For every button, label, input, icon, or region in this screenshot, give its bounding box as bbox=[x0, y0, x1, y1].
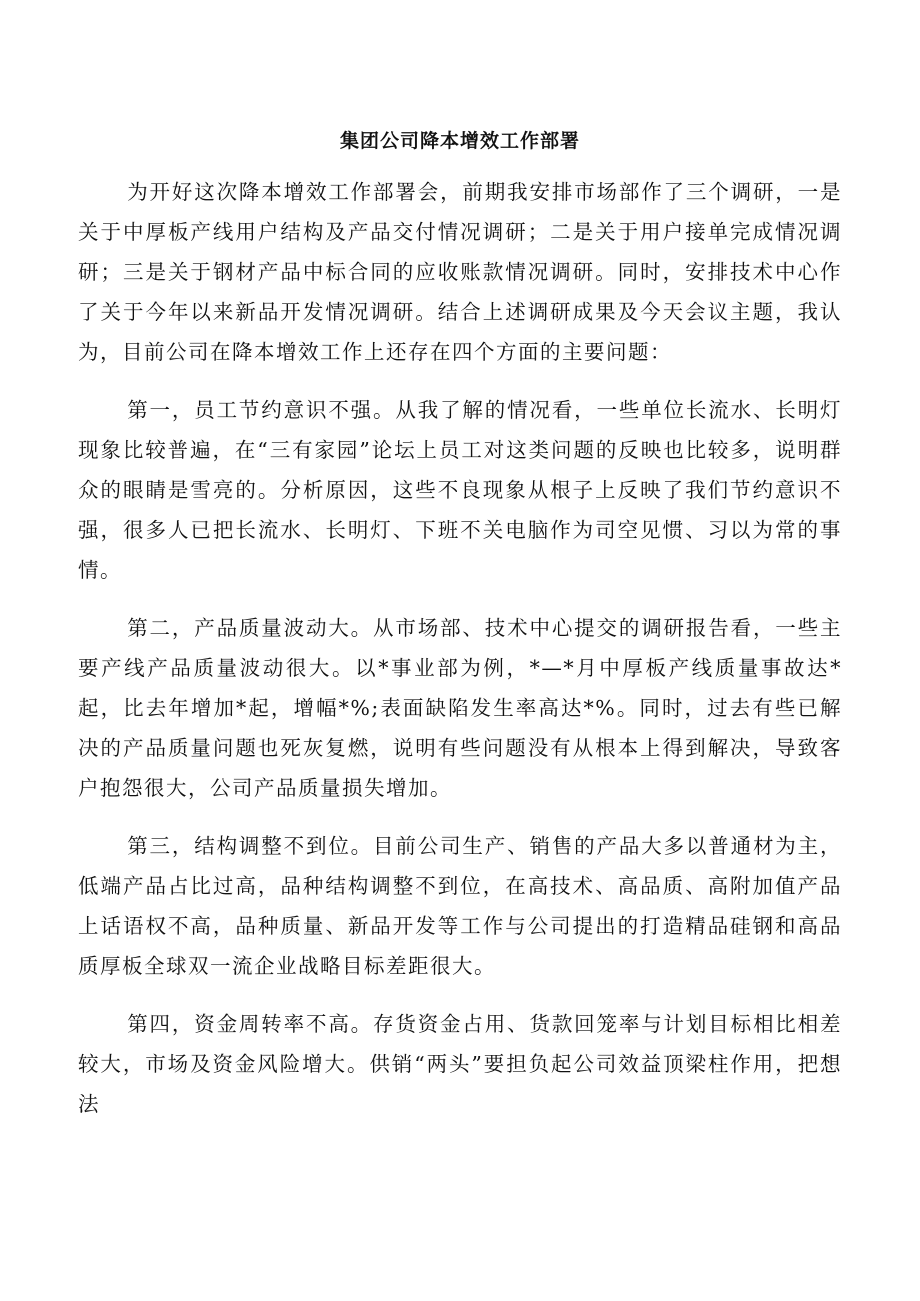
paragraph-issue-4: 第四，资金周转率不高。存货资金占用、货款回笼率与计划目标相比相差较大，市场及资金风险增大。供销“两头”要担负起公司效益顶梁柱作用，把想法 bbox=[78, 1012, 842, 1116]
document-body bbox=[78, 172, 842, 1124]
paragraph-intro: 为开好这次降本增效工作部署会，前期我安排市场部作了三个调研，一是关于中厚板产线用户结构及产品交付情况调研；二是关于用户接单完成情况调研；三是关于钢材产品中标合同的应收账款情况调研。同时，安排技术中心作了关于今年以来新品开发情况调研。结合上述调研成果及今天会议主题，我认为，目前公司在降本增效工作上还存在四个方面的主要问题： bbox=[78, 180, 842, 364]
paragraph-issue-2: 第二，产品质量波动大。从市场部、技术中心提交的调研报告看，一些主要产线产品质量波动很大。以*事业部为例，*—*月中厚板产线质量事故达*起，比去年增加*起，增幅*%;表面缺陷发生率高达*%。同时，过去有些已解决的产品质量问题也死灰复燃，说明有些问题没有从根本上得到解决，导致客户抱怨很大，公司产品质量损失增加。 bbox=[78, 616, 842, 800]
paragraph-issue-1: 第一，员工节约意识不强。从我了解的情况看，一些单位长流水、长明灯现象比较普遍，在“三有家园”论坛上员工对这类问题的反映也比较多，说明群众的眼睛是雪亮的。分析原因，这些不良现象从根子上反映了我们节约意识不强，很多人已把长流水、长明灯、下班不关电脑作为司空见惯、习以为常的事情。 bbox=[78, 398, 842, 582]
paragraph-issue-3: 第三，结构调整不到位。目前公司生产、销售的产品大多以普通材为主，低端产品占比过高，品种结构调整不到位，在高技术、高品质、高附加值产品上话语权不高，品种质量、新品开发等工作与公司提出的打造精品硅钢和高品质厚板全球双一流企业战略目标差距很大。 bbox=[78, 834, 842, 978]
document-title: 集团公司降本增效工作部署 bbox=[339, 130, 580, 152]
